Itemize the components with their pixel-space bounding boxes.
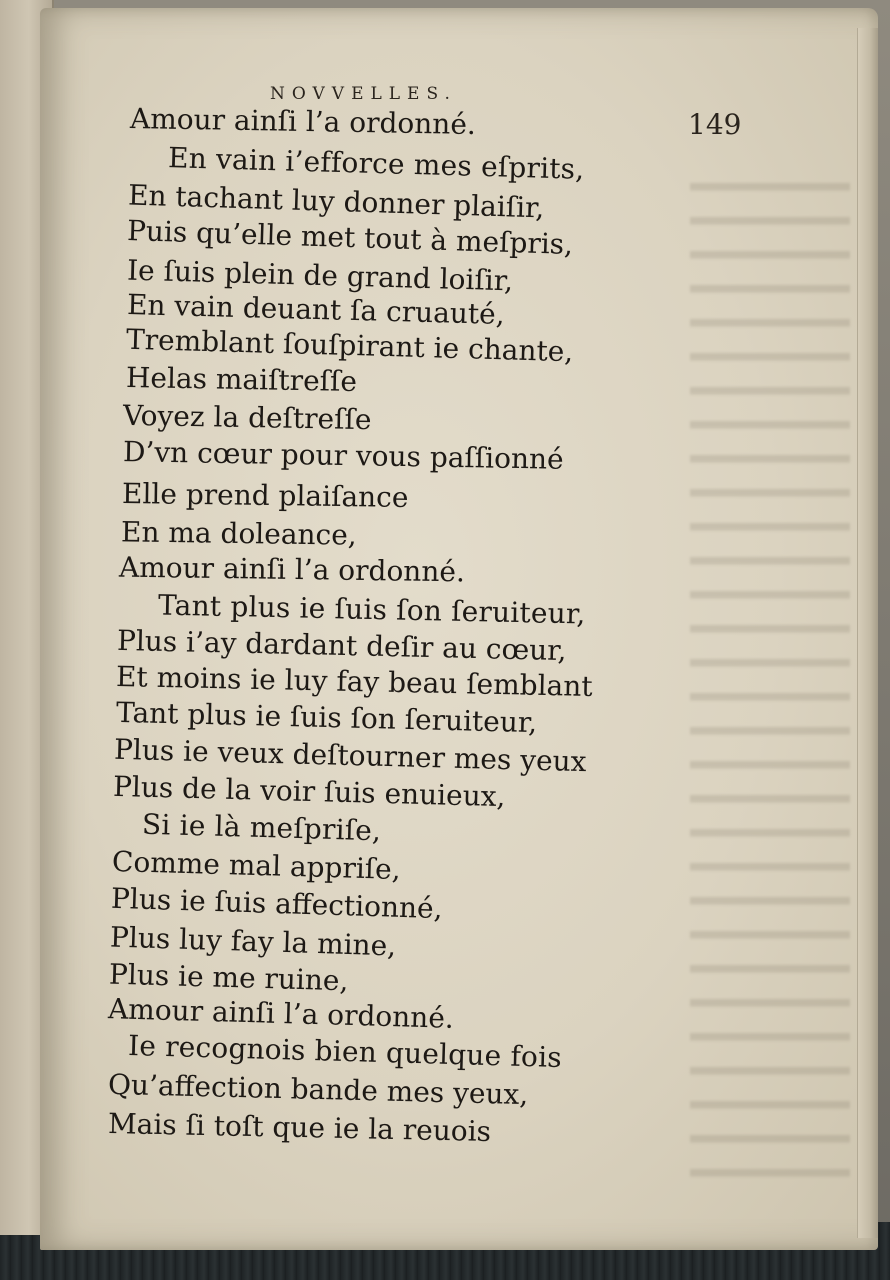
verse-line: Voyez la deſtreſſe bbox=[122, 398, 372, 437]
verse-line: Plus ie ſuis affectionné, bbox=[110, 881, 444, 926]
verse-line: En ma doleance, bbox=[120, 515, 357, 552]
verse-line: Helas maiſtreſſe bbox=[125, 360, 358, 399]
verse-line: Tremblant ſouſpirant ie chante, bbox=[125, 322, 574, 369]
verse-line: Mais ſi toſt que ie la reuois bbox=[107, 1106, 492, 1149]
page-fore-edge bbox=[857, 28, 878, 1238]
verse-line: Plus de la voir ſuis enuieux, bbox=[112, 769, 506, 814]
verse-line: Ie ſuis plein de grand loiſir, bbox=[126, 253, 514, 298]
verse-line: Amour ainſi l’a ordonné. bbox=[118, 550, 466, 589]
verse-line: Comme mal appriſe, bbox=[111, 844, 402, 887]
verse-line: Tant plus ie ſuis ſon ſeruiteur, bbox=[157, 588, 586, 631]
verse-line: Qu’affection bande mes yeux, bbox=[107, 1067, 529, 1112]
verse-line: Plus i’ay dardant deſir au cœur, bbox=[116, 623, 567, 668]
page-number: 149 bbox=[688, 108, 742, 141]
verse-line: D’vn cœur pour vous paſſionné bbox=[122, 435, 564, 476]
verse-line: Ie recognois bien quelque fois bbox=[127, 1028, 563, 1075]
verse-line: Amour ainſi l’a ordonné. bbox=[107, 992, 455, 1035]
verse-line: Amour ainſi l’a ordonné. bbox=[129, 101, 477, 142]
verse-line: En vain i’efforce mes eſprits, bbox=[167, 141, 585, 186]
verse-line: Et moins ie luy fay beau ſemblant bbox=[115, 660, 593, 703]
verse-line: Puis qu’elle met tout à meſpris, bbox=[126, 214, 574, 261]
verse-line: Plus ie veux deſtourner mes yeux bbox=[113, 732, 587, 779]
verse-line: Plus ie me ruine, bbox=[108, 957, 349, 998]
verse-line: Tant plus ie ſuis ſon ſeruiteur, bbox=[115, 695, 538, 740]
bleed-through-text bbox=[690, 158, 850, 1178]
verse-line: Si ie là meſpriſe, bbox=[141, 807, 382, 848]
running-head: NOVVELLES. bbox=[270, 84, 457, 104]
verse-line: En vain deuant ſa cruauté, bbox=[126, 288, 506, 331]
verse-line: Plus luy fay la mine, bbox=[109, 920, 397, 963]
verse-line: En tachant luy donner plaiſir, bbox=[127, 178, 545, 225]
verse-line: Elle prend plaiſance bbox=[121, 477, 409, 514]
